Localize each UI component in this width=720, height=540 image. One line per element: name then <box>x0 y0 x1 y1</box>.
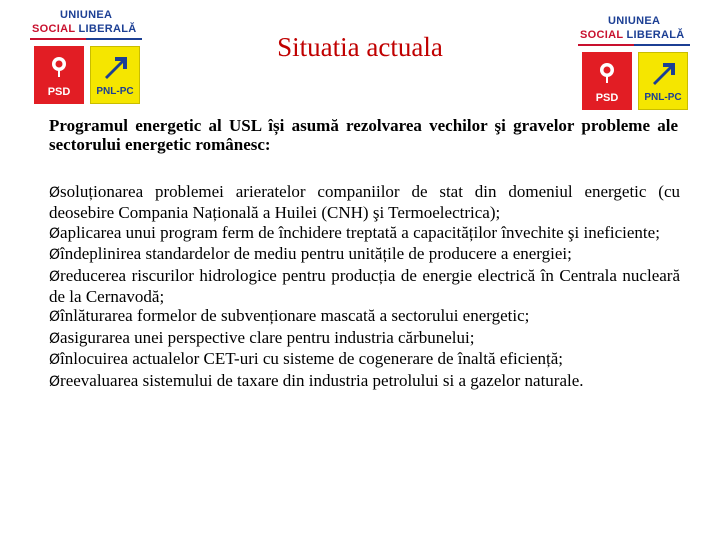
arrow-bullet-icon: Ø <box>49 225 61 242</box>
list-item-text: reducerea riscurilor hidrologice pentru producția de energie electrică în Centrala nucleară de la Cernavodă; <box>49 265 680 307</box>
logo-word-social: SOCIAL <box>32 23 76 35</box>
arrow-bullet-icon: Ø <box>49 352 61 369</box>
list-item-text: asigurarea unei perspective clare pentru industria cărbunelui; <box>60 327 475 347</box>
list-item-text: înlocuirea actualelor CET-uri cu sisteme de cogenerare de înaltă eficiență; <box>60 349 564 369</box>
psd-label: PSD <box>595 92 619 104</box>
pnl-pc-label: PNL-PC <box>96 86 134 97</box>
logo-line-uniunea: UNIUNEA <box>60 9 113 21</box>
list-item <box>49 244 680 265</box>
logo-word-liberala: LIBERALĂ <box>78 23 137 35</box>
pnl-pc-label: PNL-PC <box>644 92 682 103</box>
list-item-text: reevaluarea sistemului de taxare din industria petrolului si a gazelor naturale. <box>60 370 584 390</box>
list-item-text: soluționarea problemei arieratelor companiilor de stat din domeniul energetic (cu deosebire Compania Națională a Huilei (CNH) şi Termoelectrica); <box>49 182 680 223</box>
page-title: Situatia actuala <box>277 32 443 62</box>
list-item <box>49 182 680 223</box>
logo-word-liberala: LIBERALĂ <box>626 29 685 41</box>
arrow-bullet-icon: Ø <box>49 373 61 390</box>
arrow-bullet-icon: Ø <box>49 185 61 201</box>
usl-logo-right <box>576 14 694 124</box>
list-item <box>49 349 680 370</box>
usl-logo-left <box>28 8 146 118</box>
arrow-icon <box>649 59 677 87</box>
logo-line-uniunea: UNIUNEA <box>608 15 661 27</box>
arrow-bullet-icon: Ø <box>49 247 61 264</box>
intro-paragraph: Programul energetic al USL își asumă rezolvarea vechilor şi gravelor probleme ale sectorului energetic românesc: <box>49 116 678 154</box>
list-item <box>49 223 680 244</box>
list-item-text: îndeplinirea standardelor de mediu pentru unitățile de producere a energiei; <box>60 244 572 264</box>
list-item <box>49 306 680 327</box>
arrow-bullet-icon: Ø <box>49 268 61 285</box>
arrow-bullet-icon: Ø <box>49 309 61 326</box>
arrow-bullet-icon: Ø <box>49 330 61 347</box>
list-item <box>49 266 680 307</box>
list-item <box>49 371 680 392</box>
list-item-text: înlăturarea formelor de subvenționare mascată a sectorului energetic; <box>60 306 530 326</box>
psd-label: PSD <box>47 86 71 98</box>
logo-word-social: SOCIAL <box>580 29 624 41</box>
list-item-text: aplicarea unui program ferm de închidere treptată a capacităților învechite şi ineficiente; <box>60 222 660 242</box>
list-item <box>49 328 680 349</box>
rose-icon <box>595 60 619 84</box>
measures-list <box>49 182 680 392</box>
